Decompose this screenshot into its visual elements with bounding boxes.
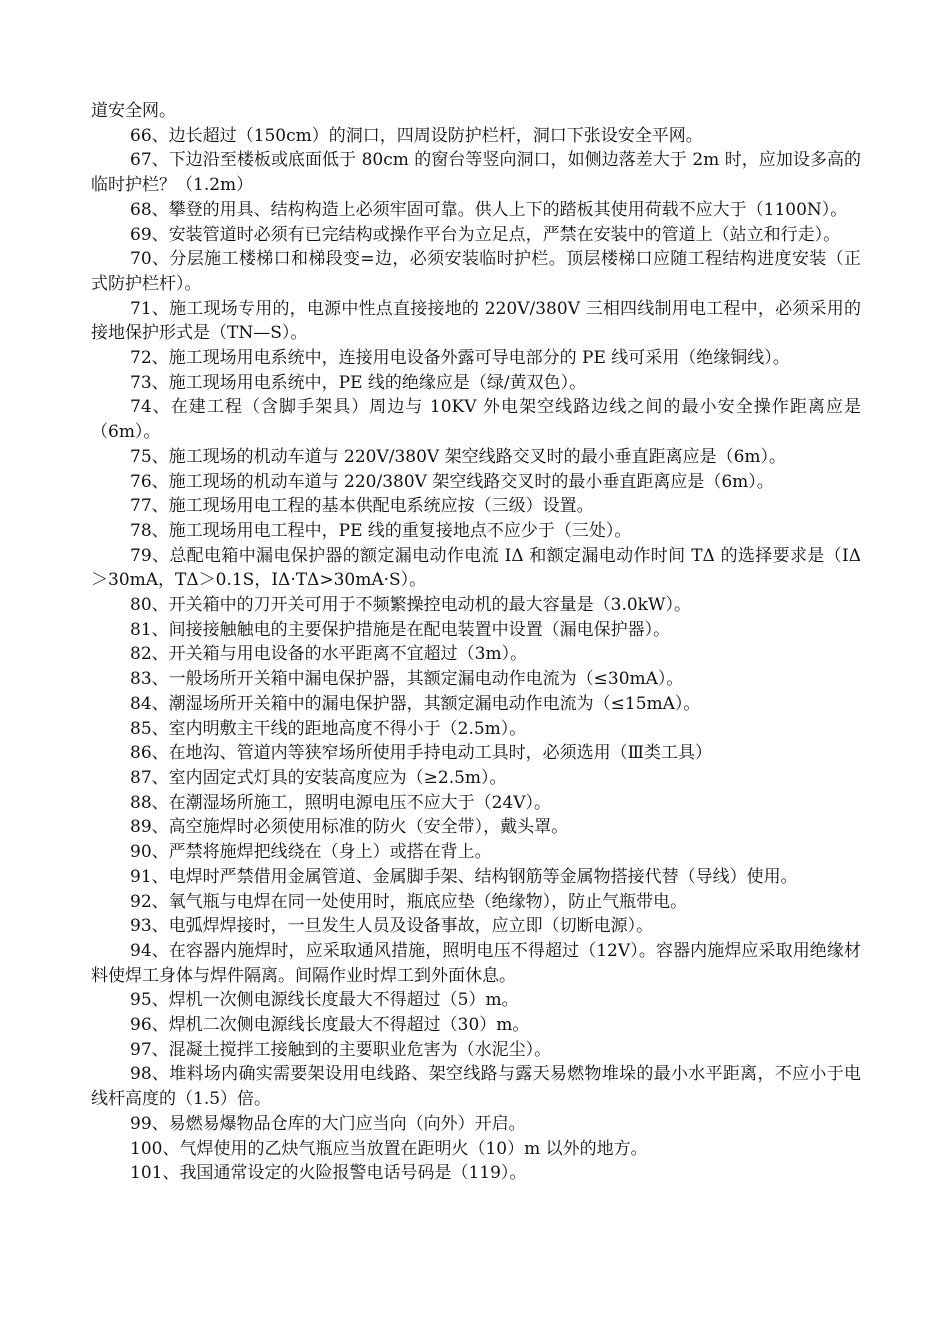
item-95: 95、焊机一次侧电源线长度最大不得超过（5）m。 (130, 990, 519, 1011)
item-76: 76、施工现场的机动车道与 220/380V 架空线路交叉时的最小垂直距离应是（6m）。 (130, 471, 774, 492)
item-85: 85、室内明敷主干线的距地高度不得小于（2.5m）。 (130, 718, 527, 739)
item-83: 83、一般场所开关箱中漏电保护器，其额定漏电动作电流为（≤30mA）。 (130, 669, 684, 690)
item-90: 90、严禁将施焊把线绕在（身上）或搭在背上。 (130, 842, 492, 863)
item-69: 69、安装管道时必须有已完结构或操作平台为立足点，严禁在安装中的管道上（站立和行走）。 (130, 224, 841, 245)
item-66: 66、边长超过（150cm）的洞口，四周设防护栏杆，洞口下张设安全平网。 (130, 125, 703, 146)
document-body (91, 99, 861, 1186)
item-101: 101、我国通常设定的火险报警电话号码是（119）。 (130, 1163, 527, 1184)
item-88: 88、在潮湿场所施工，照明电源电压不应大于（24V）。 (130, 792, 552, 813)
item-78: 78、施工现场用电工程中，PE 线的重复接地点不应少于（三处）。 (130, 520, 632, 541)
item-73: 73、施工现场用电系统中，PE 线的绝缘应是（绿/黄双色）。 (130, 372, 587, 393)
item-75: 75、施工现场的机动车道与 220V/380V 架空线路交叉时的最小垂直距离应是（6m）。 (130, 446, 787, 467)
item-77: 77、施工现场用电工程的基本供配电系统应按（三级）设置。 (130, 496, 594, 517)
item-82: 82、开关箱与用电设备的水平距离不宜超过（3m）。 (130, 644, 528, 665)
item-87: 87、室内固定式灯具的安装高度应为（≥2.5m）。 (130, 767, 507, 788)
item-80: 80、开关箱中的刀开关可用于不频繁操控电动机的最大容量是（3.0kW）。 (130, 595, 691, 616)
item-92: 92、氧气瓶与电焊在同一处使用时，瓶底应垫（绝缘物），防止气瓶带电。 (130, 891, 688, 912)
item-71: 71、施工现场专用的，电源中性点直接接地的 220V/380V 三相四线制用电工程中，必须采用的接地保护形式是（TN—S）。 (91, 298, 861, 344)
item-84: 84、潮湿场所开关箱中的漏电保护器，其额定漏电动作电流为（≤15mA）。 (130, 693, 701, 714)
item-67: 67、下边沿至楼板或底面低于 80cm 的窗台等竖向洞口，如侧边落差大于 2m 时，应加设多高的临时护栏？（1.2m） (91, 150, 861, 196)
item-70: 70、分层施工楼梯口和梯段变=边，必须安装临时护栏。顶层楼梯口应随工程结构进度安装（正式防护栏杆）。 (91, 249, 861, 294)
item-100: 100、气焊使用的乙炔气瓶应当放置在距明火（10）m 以外的地方。 (130, 1138, 648, 1159)
paragraph-continuation: 道安全网。 (91, 101, 176, 121)
item-72: 72、施工现场用电系统中，连接用电设备外露可导电部分的 PE 线可采用（绝缘铜线）。 (130, 348, 790, 369)
item-99: 99、易燃易爆物品仓库的大门应当向（向外）开启。 (130, 1113, 526, 1134)
item-98: 98、堆料场内确实需要架设用电线路、架空线路与露天易燃物堆垛的最小水平距离，不应小于电线杆高度的（1.5）倍。 (91, 1064, 861, 1110)
item-97: 97、混凝土搅拌工接触到的主要职业危害为（水泥尘）。 (130, 1039, 552, 1060)
item-86: 86、在地沟、管道内等狭窄场所使用手持电动工具时，必须选用（Ⅲ类工具） (130, 743, 713, 764)
item-96: 96、焊机二次侧电源线长度最大不得超过（30）m。 (130, 1015, 530, 1036)
item-93: 93、电弧焊焊接时，一旦发生人员及设备事故，应立即（切断电源）。 (130, 916, 654, 937)
item-94: 94、在容器内施焊时，应采取通风措施，照明电压不得超过（12V）。容器内施焊应采取用绝缘材料使焊工身体与焊件隔离。间隔作业时焊工到外面休息。 (91, 940, 861, 986)
item-81: 81、间接接触触电的主要保护措施是在配电装置中设置（漏电保护器）。 (130, 619, 671, 640)
item-68: 68、攀登的用具、结构构造上必须牢固可靠。供人上下的踏板其使用荷载不应大于（1100N）。 (130, 199, 848, 220)
item-74: 74、在建工程（含脚手架具）周边与 10KV 外电架空线路边线之间的最小安全操作距离应是（6m）。 (91, 397, 861, 443)
item-89: 89、高空施焊时必须使用标准的防火（安全带），戴头罩。 (130, 817, 569, 838)
item-91: 91、电焊时严禁借用金属管道、金属脚手架、结构钢筋等金属物搭接代替（导线）使用。 (130, 866, 798, 887)
item-79: 79、总配电箱中漏电保护器的额定漏电动作电流 IΔ 和额定漏电动作时间 TΔ 的选择要求是（IΔ＞30mA，TΔ＞0.1S，IΔ·TΔ>30mA·S）。 (91, 545, 861, 591)
